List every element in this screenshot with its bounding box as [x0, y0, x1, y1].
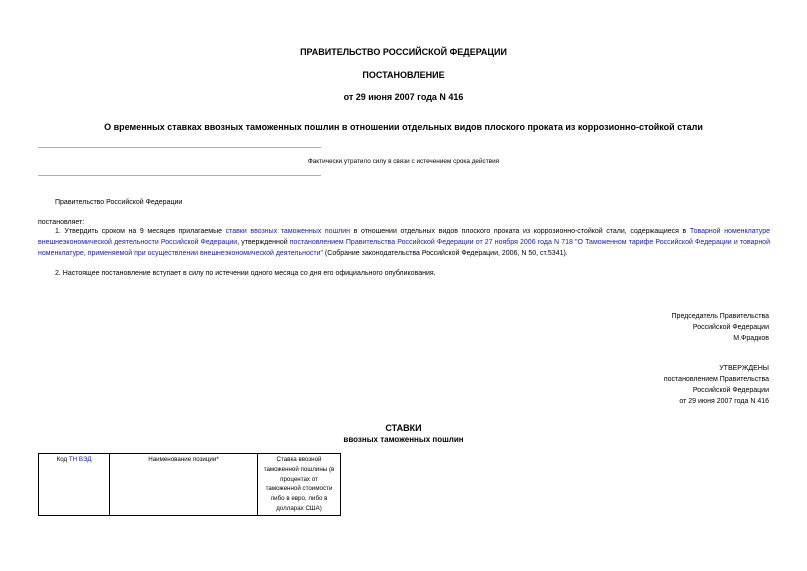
decides-text: постановляет: — [38, 219, 85, 226]
column-code-label: Код — [56, 456, 69, 463]
rates-table — [38, 453, 341, 516]
column-code — [39, 454, 110, 516]
approval-block — [469, 363, 769, 407]
rates-subheading: ввозных таможенных пошлин — [343, 435, 464, 444]
signature-block — [469, 311, 769, 344]
tn-ved-link[interactable]: ТН ВЭД — [68, 456, 92, 463]
document-date-number: от 29 июня 2007 года N 416 — [343, 92, 464, 102]
column-rate-line-4: таможенной стоимости — [265, 485, 333, 493]
p1-text-4: (Собрание законодательства Российской Федерации, 2006, N 50, ст.5341). — [322, 250, 568, 257]
column-name: Наименование позиции* — [110, 454, 258, 516]
paragraph-1 — [38, 226, 770, 259]
divider-top — [38, 147, 321, 148]
nomenclature-link[interactable]: Товарной номенклатуре внешнеэкономической деятельности Российской Федерации — [38, 228, 770, 246]
rates-link[interactable]: ставки ввозных таможенных пошлин — [225, 228, 351, 235]
status-note: Фактически утратило силу в связи с истечением срока действия — [307, 158, 500, 165]
column-rate-line-2: таможенной пошлины (в — [263, 465, 335, 473]
approval-line-2: постановлением Правительства — [663, 376, 769, 383]
p1-text-2: в отношении отдельных видов плоского проката из коррозионно-стойкой стали, содержащиеся в — [350, 228, 690, 235]
approval-line-4: от 29 июня 2007 года N 416 — [679, 398, 769, 405]
intro-text: Правительство Российской Федерации — [55, 199, 183, 206]
signature-line-3: М.Фрадков — [733, 335, 769, 342]
resolution-718-link[interactable]: постановлением Правительства Российской Федерации от 27 ноября 2006 года N 718 "О Таможенном тарифе Российской Федерации и товарной номенклатуре, применяемой при осуществлении внешнеэкономической деятельности" — [38, 239, 770, 257]
document-title: О временных ставках ввозных таможенных пошлин в отношении отдельных видов плоского проката из коррозионно-стойкой стали — [104, 122, 703, 132]
government-name: ПРАВИТЕЛЬСТВО РОССИЙСКОЙ ФЕДЕРАЦИИ — [300, 47, 507, 57]
approval-line-3: Российской Федерации — [692, 387, 769, 394]
column-rate-line-6: долларах США) — [276, 504, 322, 512]
column-rate-line-1: Ставка ввозной — [276, 456, 322, 463]
p1-text-1: 1. Утвердить сроком на 9 месяцев прилагаемые — [55, 228, 226, 235]
column-rate — [258, 454, 341, 516]
p1-text-3: , утвержденной — [237, 239, 290, 246]
approval-line-1: УТВЕРЖДЕНЫ — [719, 365, 769, 372]
signature-line-2: Российской Федерации — [692, 324, 769, 331]
rates-heading: СТАВКИ — [385, 423, 422, 433]
paragraph-2: 2. Настоящее постановление вступает в силу по истечении одного месяца со дня его официального опубликования. — [55, 270, 436, 277]
signature-line-1: Председатель Правительства — [671, 313, 769, 320]
document-type: ПОСТАНОВЛЕНИЕ — [362, 70, 445, 80]
column-rate-line-5: либо в евро, либо в — [270, 495, 328, 503]
divider-bottom — [38, 175, 321, 176]
table-header-row — [39, 454, 341, 516]
column-rate-line-3: процентах от — [280, 475, 318, 483]
